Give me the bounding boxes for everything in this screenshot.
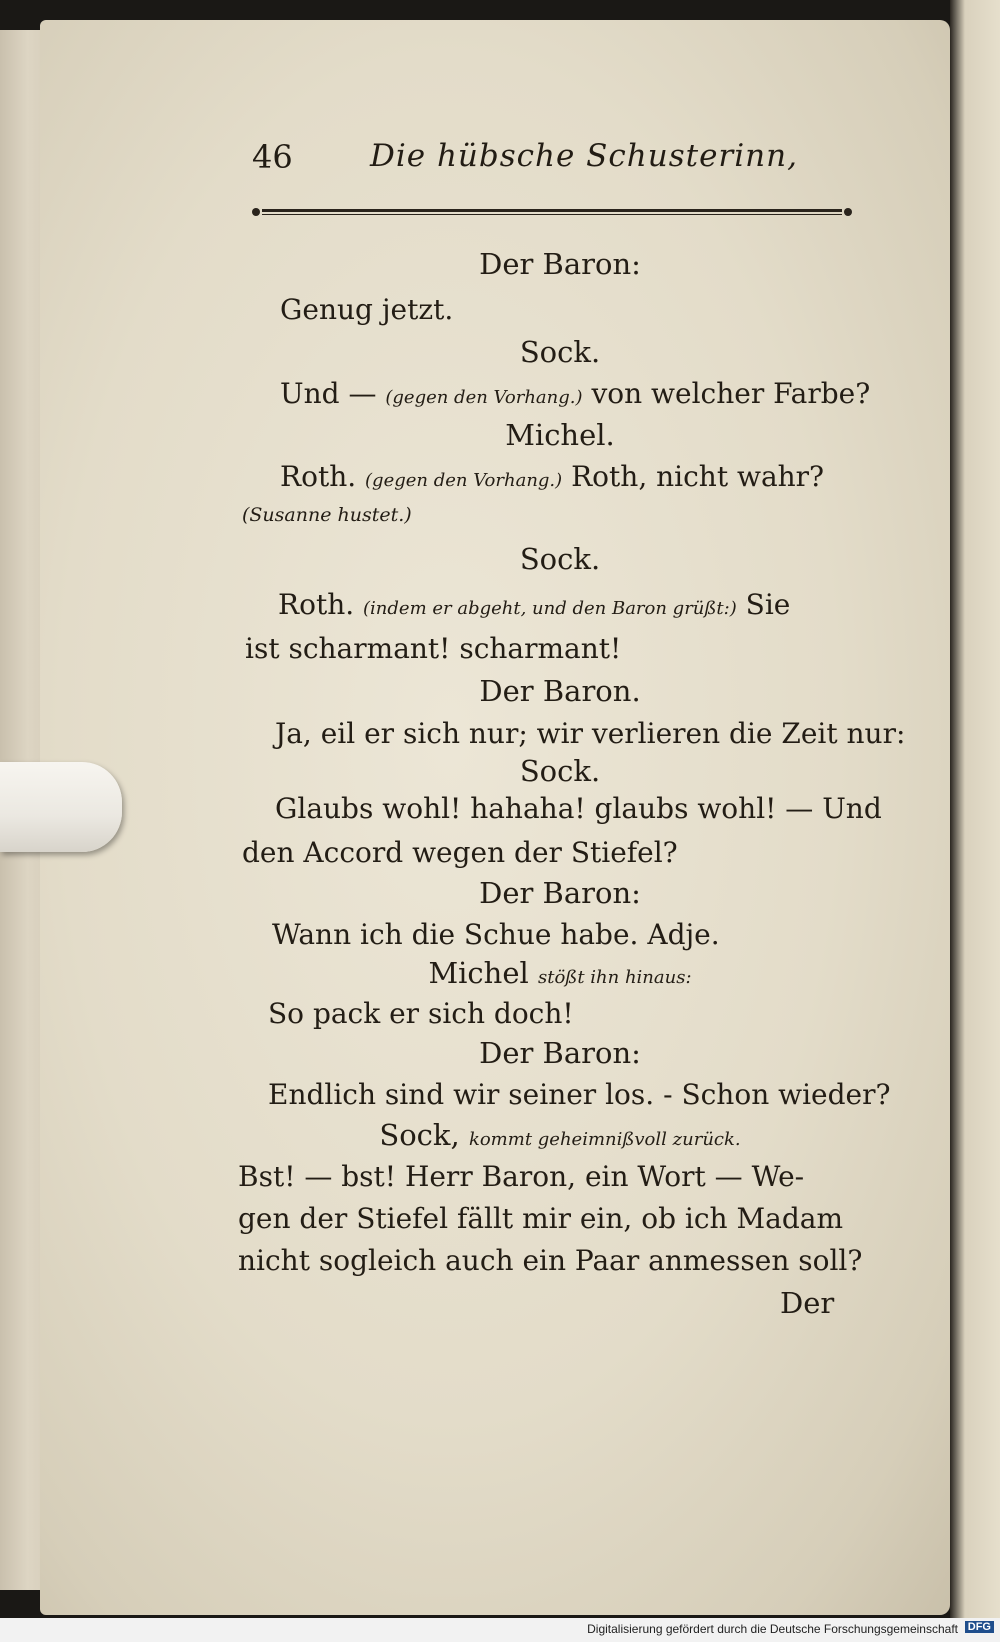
dialogue-line: Wann ich die Schue habe. Adje. bbox=[272, 918, 720, 951]
speaker-heading: Michel. bbox=[505, 418, 615, 452]
dialogue-line bbox=[278, 588, 790, 621]
dialogue-text: Roth. bbox=[278, 588, 355, 621]
page-number: 46 bbox=[252, 138, 293, 176]
dialogue-line: Endlich sind wir seiner los. - Schon wieder? bbox=[268, 1078, 891, 1111]
dialogue-text: Roth. bbox=[280, 460, 357, 493]
dialogue-line: So pack er sich doch! bbox=[268, 997, 574, 1030]
digitization-footer bbox=[0, 1618, 1000, 1642]
bookmark-strip bbox=[0, 762, 122, 852]
dialogue-line: Genug jetzt. bbox=[280, 293, 454, 326]
speaker-name: Michel bbox=[428, 956, 529, 990]
speaker-heading: Der Baron: bbox=[479, 247, 641, 281]
dialogue-text: von welcher Farbe? bbox=[591, 377, 871, 410]
dialogue-line: Bst! — bst! Herr Baron, ein Wort — We- bbox=[238, 1160, 805, 1193]
dialogue-line: den Accord wegen der Stiefel? bbox=[242, 836, 678, 869]
dialogue-line: Ja, eil er sich nur; wir verlieren die Zeit nur: bbox=[275, 717, 906, 750]
page-header bbox=[252, 138, 852, 188]
speaker-name: Sock, bbox=[379, 1118, 460, 1152]
rule-end-left bbox=[252, 208, 260, 216]
dfg-logo: DFG bbox=[965, 1621, 994, 1633]
dialogue-line bbox=[280, 377, 870, 410]
speaker-heading: Der Baron. bbox=[479, 674, 641, 708]
dialogue-line: gen der Stiefel fällt mir ein, ob ich Madam bbox=[238, 1202, 844, 1235]
facing-page-edge bbox=[950, 0, 1000, 1620]
speaker-heading: Der Baron: bbox=[479, 876, 641, 910]
rule-line-thick bbox=[262, 209, 842, 212]
dialogue-line: nicht sogleich auch ein Paar anmessen soll? bbox=[238, 1244, 863, 1277]
speaker-heading: Sock. bbox=[519, 542, 601, 576]
dialogue-line: Glaubs wohl! hahaha! glaubs wohl! — Und bbox=[275, 792, 882, 825]
speaker-heading: Der Baron: bbox=[479, 1036, 641, 1070]
rule-end-right bbox=[844, 208, 852, 216]
footer-credit: Digitalisierung gefördert durch die Deutsche Forschungsgemeinschaft bbox=[587, 1622, 958, 1636]
header-rule bbox=[252, 207, 852, 217]
dialogue-line bbox=[280, 460, 824, 493]
speaker-heading bbox=[300, 1118, 820, 1152]
dialogue-text: Roth, nicht wahr? bbox=[571, 460, 825, 493]
dialogue-line: ist scharmant! scharmant! bbox=[245, 632, 622, 665]
speaker-heading bbox=[300, 956, 820, 990]
catchword: Der bbox=[780, 1286, 835, 1320]
dialogue-text: Sie bbox=[745, 588, 791, 621]
stage-direction: (Susanne hustet.) bbox=[242, 504, 412, 526]
stage-direction: kommt geheimnißvoll zurück. bbox=[468, 1129, 741, 1150]
speaker-heading: Sock. bbox=[519, 754, 601, 788]
stage-direction: (gegen den Vorhang.) bbox=[365, 470, 563, 491]
running-title: Die hübsche Schusterinn, bbox=[370, 138, 798, 174]
speaker-heading: Sock. bbox=[519, 335, 601, 369]
rule-line-thin bbox=[262, 214, 842, 215]
stage-direction: (indem er abgeht, und den Baron grüßt:) bbox=[363, 598, 737, 619]
dialogue-text: Und — bbox=[280, 377, 377, 410]
stage-direction: stößt ihn hinaus: bbox=[538, 967, 692, 988]
stage-direction: (gegen den Vorhang.) bbox=[385, 387, 583, 408]
